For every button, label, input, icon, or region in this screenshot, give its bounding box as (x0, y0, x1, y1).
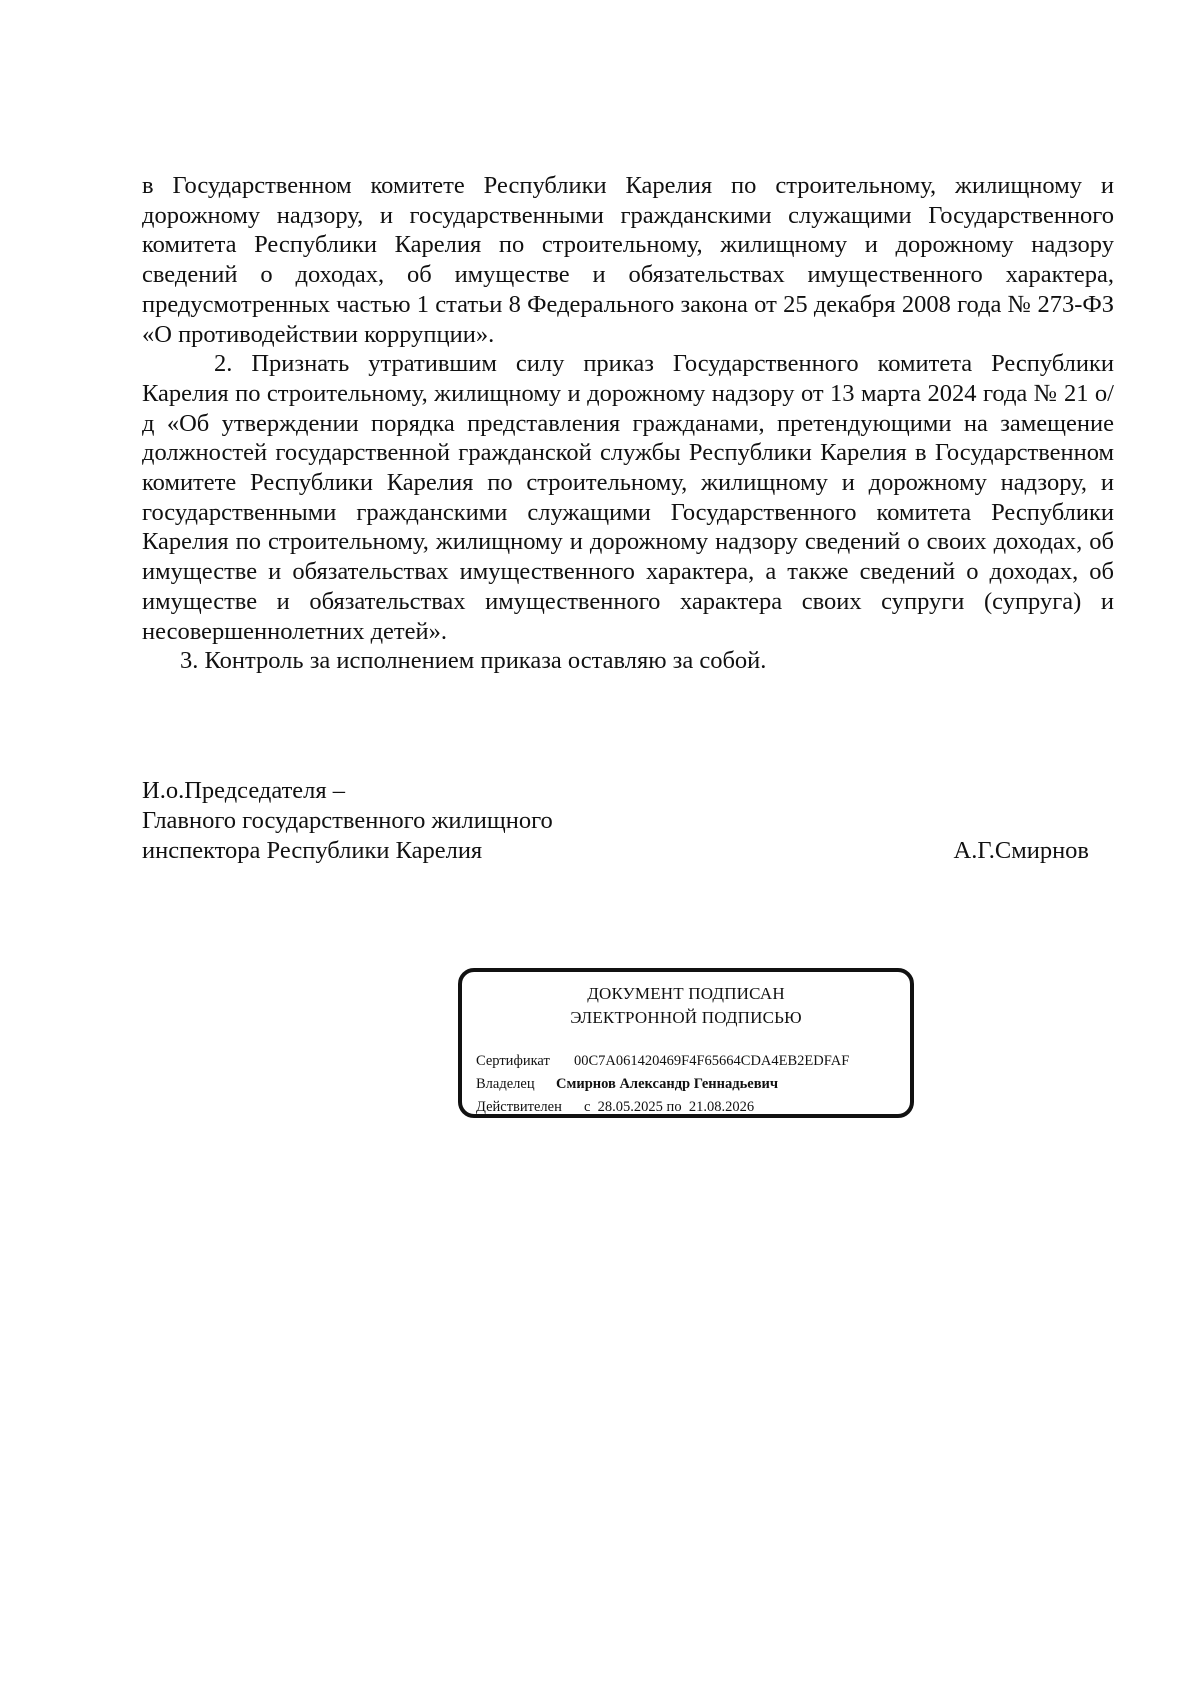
paragraph-2: 2. Признать утратившим силу приказ Государственного комитета Республики Карелия по строительному, жилищному и дорожному надзору от 13 марта 2024 года № 21 о/д «Об утверждении порядка представления гражданами, претендующими на замещение должностей государственной гражданской службы Республики Карелия в Государственном комитете Республики Карелия по строительному, жилищному и дорожному надзору, и государственными гражданскими служащими Государственного комитета Республики Карелия по строительному, жилищному и дорожному надзору сведений о своих доходах, об имуществе и обязательствах имущественного характера, а также сведений о доходах, об имуществе и обязательствах имущественного характера своих супруги (супруга) и несовершеннолетних детей». (142, 350, 1114, 645)
stamp-title-line-1: ДОКУМЕНТ ПОДПИСАН (587, 984, 785, 1003)
stamp-title (462, 982, 910, 1030)
paragraph-1-continuation: в Государственном комитете Республики Карелия по строительному, жилищному и дорожному надзору, и государственными гражданскими служащими Государственного комитета Республики Карелия по строительному, жилищному и дорожному надзору сведений о доходах, об имуществе и обязательствах имущественного характера, предусмотренных частью 1 статьи 8 Федерального закона от 25 декабря 2008 года № 273-ФЗ «О противодействии коррупции». (142, 172, 1114, 348)
stamp-owner-value: Смирнов Александр Геннадьевич (556, 1076, 779, 1092)
document-body (142, 171, 1114, 676)
stamp-title-line-2: ЭЛЕКТРОННОЙ ПОДПИСЬЮ (570, 1008, 802, 1027)
stamp-validity-label: Действителен (476, 1099, 562, 1115)
stamp-certificate-row (476, 1052, 849, 1070)
signer-name: А.Г.Смирнов (953, 837, 1089, 864)
stamp-certificate-label: Сертификат (476, 1053, 550, 1069)
paragraph-3: 3. Контроль за исполнением приказа оставляю за собой. (180, 647, 767, 675)
stamp-certificate-value: 00C7A061420469F4F65664CDA4EB2EDFAF (574, 1053, 850, 1069)
stamp-owner-label: Владелец (476, 1076, 535, 1092)
signer-position-line-2: Главного государственного жилищного (142, 807, 553, 834)
electronic-signature-stamp (458, 968, 914, 1118)
stamp-owner-row (476, 1075, 778, 1093)
stamp-validity-row (476, 1098, 754, 1116)
stamp-validity-value: с 28.05.2025 по 21.08.2026 (584, 1099, 755, 1115)
signer-position-line-1: И.о.Председателя – (142, 777, 346, 804)
signature-block (142, 776, 1114, 866)
signer-position-line-3: инспектора Республики Карелия (142, 837, 483, 864)
